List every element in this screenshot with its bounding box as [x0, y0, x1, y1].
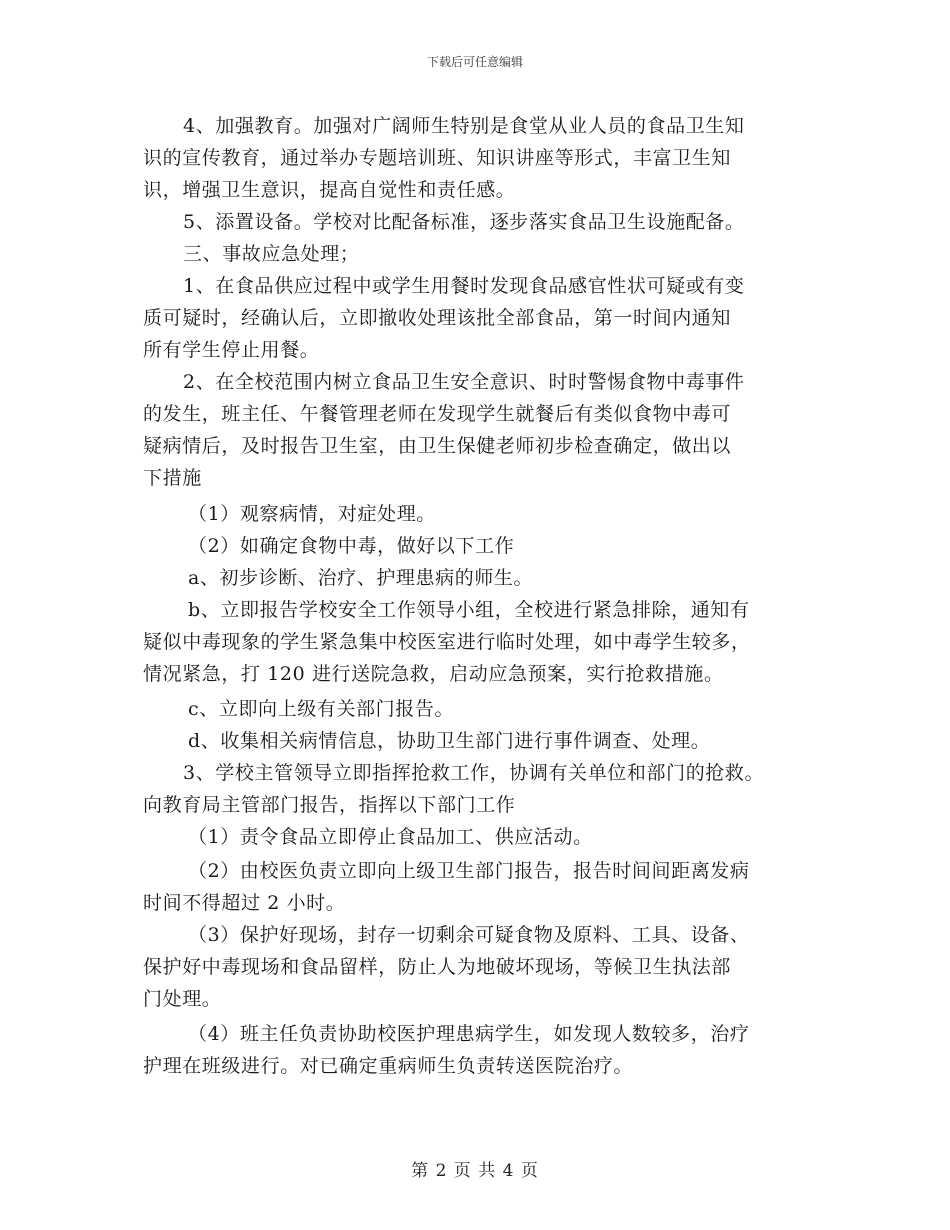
text-line: 时间不得超过 2 小时。: [143, 892, 346, 914]
text-line: 保护好中毒现场和食品留样，防止人为地破坏现场，等候卫生执法部: [143, 956, 732, 978]
text-line: 2、在全校范围内树立食品卫生安全意识、时时警惕食物中毒事件: [183, 371, 745, 393]
text-line: （1）责令食品立即停止食品加工、供应活动。: [188, 826, 593, 848]
text-line: 三、事故应急处理；: [183, 243, 360, 265]
text-line: 护理在班级进行。对已确定重病师生负责转送医院治疗。: [143, 1055, 634, 1077]
page-header: 下载后可任意编辑: [426, 55, 523, 69]
text-line: 质可疑时，经确认后，立即撤收处理该批全部食品，第一时间内通知: [143, 307, 732, 329]
text-line: 所有学生停止用餐。: [143, 339, 320, 361]
text-line: （4）班主任负责协助校医护理患病学生，如发现人数较多，治疗: [188, 1023, 750, 1045]
text-line: 识的宣传教育，通过举办专题培训班、知识讲座等形式，丰富卫生知: [143, 147, 732, 169]
text-line: d、收集相关病情信息，协助卫生部门进行事件调查、处理。: [188, 730, 711, 752]
text-line: c、立即向上级有关部门报告。: [188, 698, 455, 720]
text-line: b、立即报告学校安全工作领导小组，全校进行紧急排除，通知有: [188, 599, 750, 621]
text-line: 识，增强卫生意识，提高自觉性和责任感。: [143, 179, 516, 201]
text-line: 下措施: [143, 467, 202, 489]
text-line: （2）由校医负责立即向上级卫生部门报告，报告时间间距离发病: [188, 860, 750, 882]
text-line: 情况紧急，打 120 进行送院急救，启动应急预案，实行抢救措施。: [143, 663, 724, 685]
page-number: 第 2 页 共 4 页: [411, 1161, 539, 1181]
text-line: 5、添置设备。学校对比配备标准，逐步落实食品卫生设施配备。: [183, 211, 745, 233]
text-line: 疑似中毒现象的学生紧急集中校医室进行临时处理，如中毒学生较多，: [143, 631, 751, 653]
text-line: （2）如确定食物中毒，做好以下工作: [188, 535, 515, 557]
text-line: 1、在食品供应过程中或学生用餐时发现食品感官性状可疑或有变: [183, 275, 745, 297]
text-line: 3、学校主管领导立即指挥抢救工作，协调有关单位和部门的抢救。: [183, 762, 765, 784]
text-line: 的发生，班主任、午餐管理老师在发现学生就餐后有类似食物中毒可: [143, 403, 732, 425]
text-line: 4、加强教育。加强对广阔师生特别是食堂从业人员的食品卫生知: [183, 115, 745, 137]
text-line: （1）观察病情，对症处理。: [188, 503, 436, 525]
text-line: 向教育局主管部门报告，指挥以下部门工作: [143, 794, 516, 816]
text-line: 疑病情后，及时报告卫生室，由卫生保健老师初步检查确定，做出以: [143, 435, 732, 457]
text-line: （3）保护好现场，封存一切剩余可疑食物及原料、工具、设备、: [188, 924, 750, 946]
text-line: a、初步诊断、治疗、护理患病的师生。: [188, 567, 534, 589]
text-line: 门处理。: [143, 988, 222, 1010]
